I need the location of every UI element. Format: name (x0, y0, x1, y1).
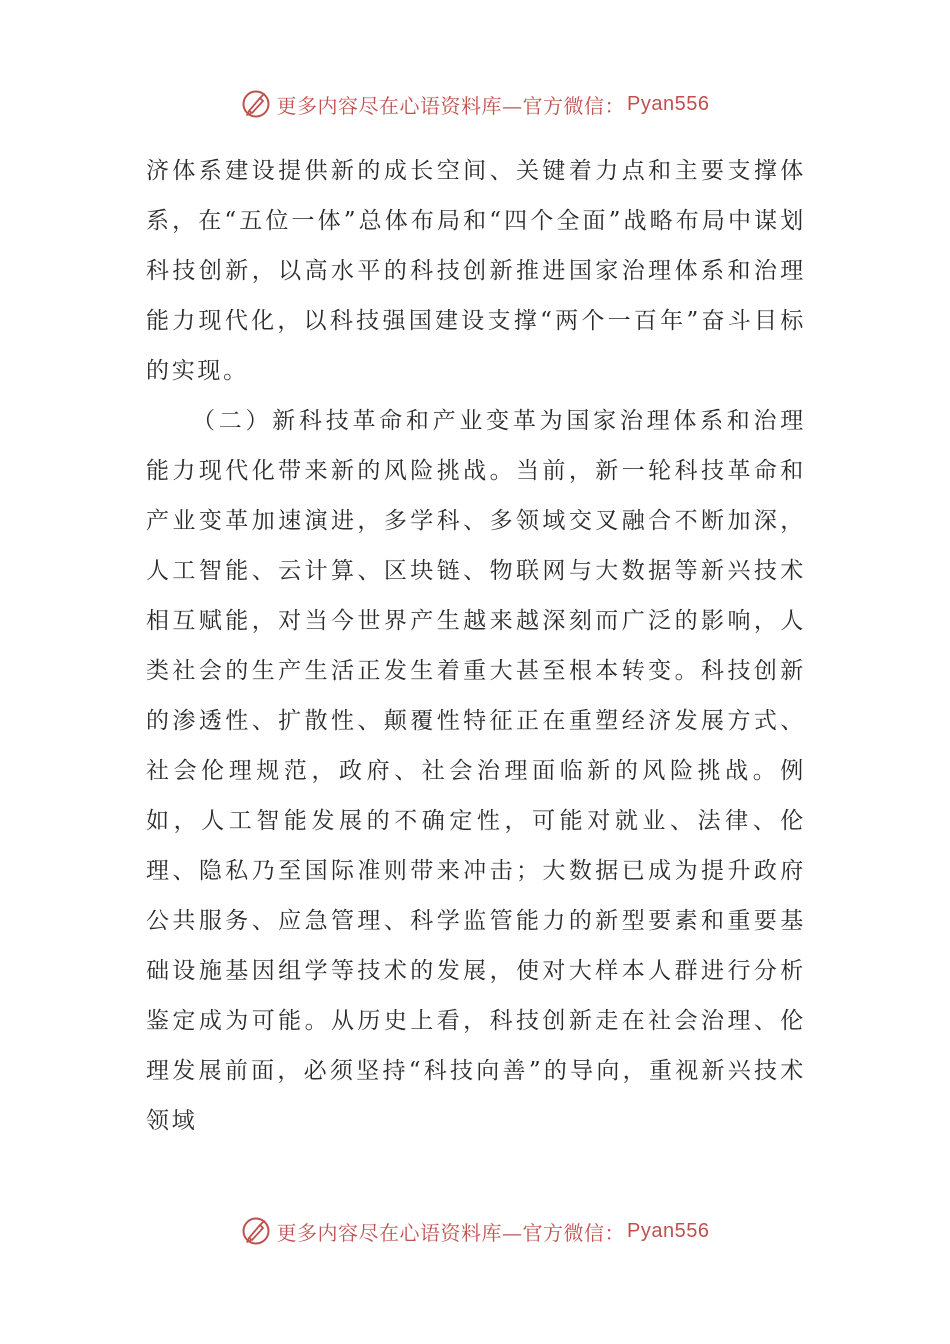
watermark-text: 更多内容尽在心语资料库—官方微信： (276, 93, 626, 118)
pen-nib-logo-icon (241, 1216, 271, 1246)
wechat-id: Pyan556 (627, 92, 710, 115)
document-body (146, 146, 806, 1146)
wechat-id: Pyan556 (627, 1219, 710, 1242)
header-watermark (0, 86, 950, 122)
paragraph-section-two: （二）新科技革命和产业变革为国家治理体系和治理能力现代化带来新的风险挑战。当前，新一轮科技革命和产业变革加速演进，多学科、多领域交叉融合不断加深，人工智能、云计算、区块链、物联网与大数据等新兴技术相互赋能，对当今世界产生越来越深刻而广泛的影响，人类社会的生产生活正发生着重大甚至根本转变。科技创新的渗透性、扩散性、颠覆性特征正在重塑经济发展方式、社会伦理规范，政府、社会治理面临新的风险挑战。例如，人工智能发展的不确定性，可能对就业、法律、伦理、隐私乃至国际准则带来冲击；大数据已成为提升政府公共服务、应急管理、科学监管能力的新型要素和重要基础设施基因组学等技术的发展，使对大样本人群进行分析鉴定成为可能。从历史上看，科技创新走在社会治理、伦理发展前面，必须坚持“科技向善”的导向，重视新兴技术领域 (146, 408, 806, 1134)
footer-watermark (0, 1213, 950, 1249)
pen-nib-logo-icon (241, 89, 271, 119)
paragraph-continuation: 济体系建设提供新的成长空间、关键着力点和主要支撑体系，在“五位一体”总体布局和“四个全面”战略布局中谋划科技创新，以高水平的科技创新推进国家治理体系和治理能力现代化，以科技强国建设支撑“两个一百年”奋斗目标的实现。 (146, 158, 806, 384)
watermark-text: 更多内容尽在心语资料库—官方微信： (276, 1220, 626, 1245)
